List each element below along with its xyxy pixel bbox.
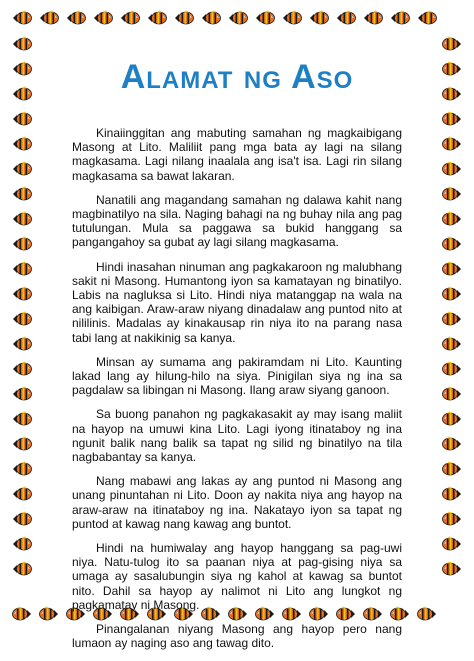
fish-icon: [442, 536, 462, 552]
fish-icon: [174, 10, 194, 26]
page-title: Alamat ng Aso: [120, 58, 354, 96]
fish-icon: [442, 211, 462, 227]
fish-icon: [93, 10, 113, 26]
fish-icon: [12, 536, 32, 552]
fish-icon: [12, 436, 32, 452]
fish-icon: [442, 361, 462, 377]
fish-icon: [442, 336, 462, 352]
fish-icon: [120, 10, 140, 26]
fish-icon: [442, 161, 462, 177]
fish-icon: [147, 10, 167, 26]
paragraph: Pinangalanan niyang Masong ang hayop pero nang lumaon ay naging aso ang tawag dito.: [72, 622, 402, 651]
fish-icon: [442, 486, 462, 502]
fish-icon: [12, 36, 32, 52]
fish-icon: [442, 36, 462, 52]
fish-icon: [442, 436, 462, 452]
fish-icon: [442, 186, 462, 202]
fish-icon: [442, 311, 462, 327]
fish-icon: [12, 236, 32, 252]
fish-icon: [12, 606, 32, 622]
fish-icon: [442, 411, 462, 427]
paragraph: Sa buong panahon ng pagkakasakit ay may isang maliit na hayop na umuwi kina Lito. Lagi iyong itinataboy ng ina ngunit balik nang balik sa tapat ng silid ng binatilyo na tila nagbabantay sa kanya.: [72, 407, 402, 465]
fish-icon: [282, 10, 302, 26]
fish-icon: [390, 10, 410, 26]
fish-icon: [12, 336, 32, 352]
fish-icon: [336, 10, 356, 26]
fish-icon: [12, 311, 32, 327]
fish-icon: [12, 211, 32, 227]
fish-icon: [442, 461, 462, 477]
fish-icon: [442, 261, 462, 277]
fish-icon: [66, 10, 86, 26]
fish-icon: [12, 411, 32, 427]
fish-icon: [12, 486, 32, 502]
fish-icon: [12, 561, 32, 577]
fish-icon: [12, 386, 32, 402]
fish-icon: [442, 236, 462, 252]
fish-icon: [39, 606, 59, 622]
fish-icon: [442, 386, 462, 402]
fish-icon: [12, 286, 32, 302]
story-body: [72, 126, 402, 661]
fish-icon: [442, 561, 462, 577]
fish-icon: [12, 261, 32, 277]
paragraph: Kinaiinggitan ang mabuting samahan ng magkaibigang Masong at Lito. Maliliit pang mga bata ay lagi na silang magkasama. Lagi nilang inaalala ang isa't isa. Lagi rin silang magkasama sa bawat lakaran.: [72, 126, 402, 183]
fish-icon: [442, 111, 462, 127]
fish-icon: [309, 10, 329, 26]
fish-icon: [12, 461, 32, 477]
paragraph: Hindi inasahan ninuman ang pagkakaroon ng malubhang sakit ni Masong. Humantong iyon sa kamatayan ng binatilyo. Labis na nagluksa si Lito. Hindi niya matanggap na wala na ang kaibigan. Araw-araw niyang dinadalaw ang puntod nito at nililinis. Madalas ay kinakausap rin niya ito na parang nasa tabi lang at nakikinig sa kanya.: [72, 259, 402, 345]
fish-icon: [39, 10, 59, 26]
fish-icon: [201, 10, 221, 26]
paragraph: Hindi na humiwalay ang hayop hanggang sa pag-uwi niya. Natu-tulog ito sa paanan niya at pag-gising niya sa umaga ay sasalubungin siya ng kahol at kawag sa buntot nito. Dahil sa hayop ay nalimot ni Lito ang lungkot ng pagkamatay ni Masong.: [72, 541, 402, 612]
fish-icon: [12, 10, 32, 26]
fish-icon: [12, 111, 32, 127]
fish-icon: [442, 511, 462, 527]
fish-icon: [417, 606, 437, 622]
fish-icon: [442, 286, 462, 302]
fish-icon: [228, 10, 248, 26]
fish-icon: [12, 186, 32, 202]
fish-icon: [255, 10, 275, 26]
fish-icon: [363, 10, 383, 26]
paragraph: Nanatili ang magandang samahan ng dalawa kahit nang magbinatilyo na sila. Naging bahagi na ng buhay nila ang pag tutulungan. Mula sa paggawa sa bukid hanggang sa pangangahoy sa gubat ay lagi silang magkasama.: [72, 192, 402, 250]
fish-icon: [12, 161, 32, 177]
fish-icon: [442, 136, 462, 152]
paragraph: Minsan ay sumama ang pakiramdam ni Lito. Kaunting lakad lang ay hilung-hilo na siya. Pinigilan siya ng ina sa pagdalaw sa libingan ni Masong. Ilang araw siyang ganoon.: [72, 354, 402, 398]
fish-icon: [12, 361, 32, 377]
fish-icon: [417, 10, 437, 26]
fish-icon: [12, 136, 32, 152]
fish-icon: [12, 511, 32, 527]
paragraph: Nang mabawi ang lakas ay ang puntod ni Masong ang unang pinuntahan ni Lito. Doon ay nakita niya ang hayop na araw-araw na itinataboy ng ina. Nakatayo iyon sa tapat ng puntod at kawag nang kawag ang buntot.: [72, 474, 402, 531]
